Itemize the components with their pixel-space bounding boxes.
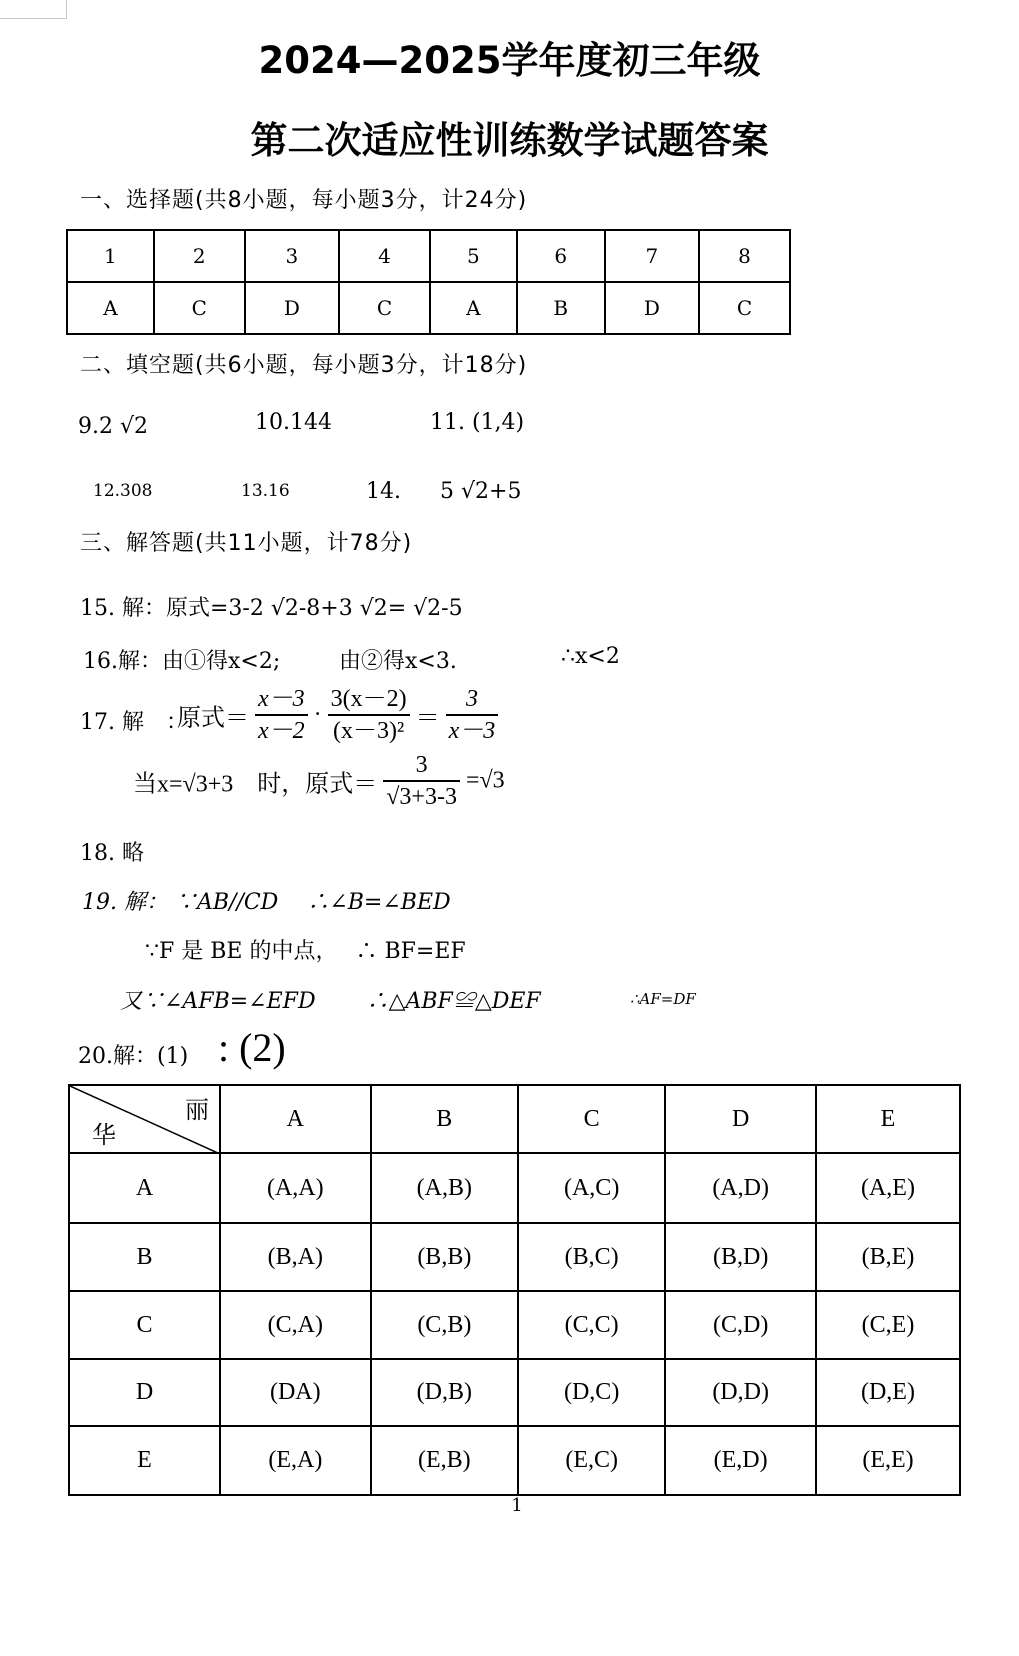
page-corner-mark [0, 0, 67, 19]
choice-answer-cell: D [245, 282, 339, 334]
answer-q10: 10.144 [255, 410, 332, 435]
choice-number-cell: 3 [245, 230, 339, 282]
q17-fraction-3-den: x－3 [448, 718, 496, 744]
choice-number-cell: 6 [517, 230, 605, 282]
q17-fraction-2-num: 3(x－2) [328, 684, 410, 716]
corner-diagonal-cell [69, 1085, 220, 1153]
choice-answer-cell: C [154, 282, 245, 334]
table-row [69, 1223, 960, 1291]
answer-q20-part2: : (2) [218, 1025, 286, 1070]
choice-answer-cell: A [67, 282, 154, 334]
q17-fraction-1-num: x－3 [255, 684, 308, 716]
q17-fraction-1 [255, 684, 308, 746]
column-header-cell: E [816, 1085, 960, 1153]
q17-lead: 原式＝ [177, 705, 249, 732]
outcome-cell: (E,A) [220, 1426, 371, 1495]
answer-q18: 18. 略 [80, 841, 144, 866]
outcome-cell: (C,C) [518, 1291, 665, 1359]
choice-answer-row [67, 282, 790, 334]
answer-q14: 5 √2+5 [440, 479, 522, 504]
answer-q13: 13.16 [241, 481, 290, 501]
q17-result: =√3 [465, 767, 505, 794]
answer-q17-expression [177, 684, 498, 746]
answer-q17-label: 17. 解 ： [80, 710, 188, 735]
q17-fraction-4 [383, 750, 460, 812]
answer-q19-line2: ∵F 是 BE 的中点， ∴ BF=EF [145, 939, 466, 964]
answer-q19-conclusion: ∴AF=DF [630, 990, 696, 1008]
outcome-cell: (A,C) [518, 1153, 665, 1223]
answer-q16-part2: 由②得x<3. [339, 649, 457, 674]
page-number: 1 [511, 1495, 523, 1516]
section3-heading: 三、解答题(共11小题，计78分) [80, 531, 413, 556]
table-row [69, 1153, 960, 1223]
q17-fraction-2 [328, 684, 410, 746]
answer-q19-line3: 又∵∠AFB=∠EFD ∴△ABF≌△DEF [120, 989, 541, 1014]
answer-q16-part1: 16.解：由①得x<2; [83, 649, 281, 674]
answer-q19-line1: 19. 解： ∵AB//CD ∴∠B=∠BED [82, 890, 451, 915]
outcome-cell: (C,A) [220, 1291, 371, 1359]
outcome-cell: (B,B) [371, 1223, 518, 1291]
outcome-cell: (D,E) [816, 1359, 960, 1426]
corner-label-li: 丽 [185, 1098, 209, 1124]
q17-when: 当x=√3+3 时，原式＝ [133, 771, 378, 798]
row-header-cell: B [69, 1223, 220, 1291]
row-header-cell: C [69, 1291, 220, 1359]
row-header-cell: A [69, 1153, 220, 1223]
outcome-cell: (DA) [220, 1359, 371, 1426]
outcome-cell: (E,E) [816, 1426, 960, 1495]
choice-answer-cell: C [699, 282, 790, 334]
outcome-cell: (A,B) [371, 1153, 518, 1223]
row-header-cell: D [69, 1359, 220, 1426]
choice-number-cell: 7 [605, 230, 699, 282]
outcome-cell: (E,B) [371, 1426, 518, 1495]
q17-fraction-3 [446, 684, 499, 746]
corner-label-hua: 华 [92, 1123, 116, 1149]
choice-number-cell: 8 [699, 230, 790, 282]
column-header-cell: B [371, 1085, 518, 1153]
q17-fraction-3-num: 3 [446, 684, 499, 716]
table-row [69, 1426, 960, 1495]
choice-answer-cell: B [517, 282, 605, 334]
answer-q12: 12.308 [93, 481, 153, 501]
outcome-header-row [69, 1085, 960, 1153]
page-title-line2: 第二次适应性训练数学试题答案 [250, 119, 769, 162]
q17-dot: · [313, 701, 322, 728]
outcome-cell: (A,E) [816, 1153, 960, 1223]
outcome-cell: (B,C) [518, 1223, 665, 1291]
outcome-cell: (C,B) [371, 1291, 518, 1359]
answer-q20-lead: 20.解：(1) [78, 1044, 189, 1069]
q17-fraction-4-num: 3 [383, 750, 460, 782]
outcome-cell: (C,D) [665, 1291, 816, 1359]
outcome-cell: (D,B) [371, 1359, 518, 1426]
column-header-cell: D [665, 1085, 816, 1153]
outcome-cell: (B,D) [665, 1223, 816, 1291]
q17-equals: ＝ [415, 705, 440, 732]
q17-fraction-1-den: x－2 [258, 718, 305, 744]
choice-number-cell: 1 [67, 230, 154, 282]
outcome-cell: (A,A) [220, 1153, 371, 1223]
outcome-cell: (E,D) [665, 1426, 816, 1495]
table-row [69, 1291, 960, 1359]
table-row [69, 1359, 960, 1426]
outcome-cell: (D,D) [665, 1359, 816, 1426]
answer-q9: 9.2 √2 [78, 414, 148, 439]
q17-fraction-4-den: √3+3-3 [386, 784, 457, 810]
answer-q17-evaluation [133, 750, 505, 812]
answer-q16-conclusion: ∴x<2 [561, 644, 620, 669]
choice-answer-cell: D [605, 282, 699, 334]
choice-number-cell: 4 [339, 230, 430, 282]
column-header-cell: A [220, 1085, 371, 1153]
outcome-cell: (B,E) [816, 1223, 960, 1291]
row-header-cell: E [69, 1426, 220, 1495]
section2-heading: 二、填空题(共6小题，每小题3分，计18分) [80, 353, 528, 378]
choice-number-cell: 2 [154, 230, 245, 282]
choice-answer-table [66, 229, 791, 335]
outcome-table [68, 1084, 961, 1496]
page-title-line1: 2024—2025学年度初三年级 [258, 39, 761, 82]
answer-q15: 15. 解：原式=3-2 √2-8+3 √2= √2-5 [80, 596, 463, 621]
answer-q14-number: 14. [366, 479, 401, 504]
column-header-cell: C [518, 1085, 665, 1153]
choice-answer-cell: A [430, 282, 517, 334]
section1-heading: 一、选择题(共8小题，每小题3分，计24分) [80, 188, 528, 213]
outcome-cell: (D,C) [518, 1359, 665, 1426]
outcome-cell: (A,D) [665, 1153, 816, 1223]
outcome-cell: (E,C) [518, 1426, 665, 1495]
choice-number-cell: 5 [430, 230, 517, 282]
outcome-cell: (B,A) [220, 1223, 371, 1291]
answer-q11: 11. (1,4) [430, 410, 525, 435]
choice-answer-cell: C [339, 282, 430, 334]
q17-fraction-2-den: (x－3)² [333, 718, 405, 744]
choice-number-row [67, 230, 790, 282]
outcome-cell: (C,E) [816, 1291, 960, 1359]
